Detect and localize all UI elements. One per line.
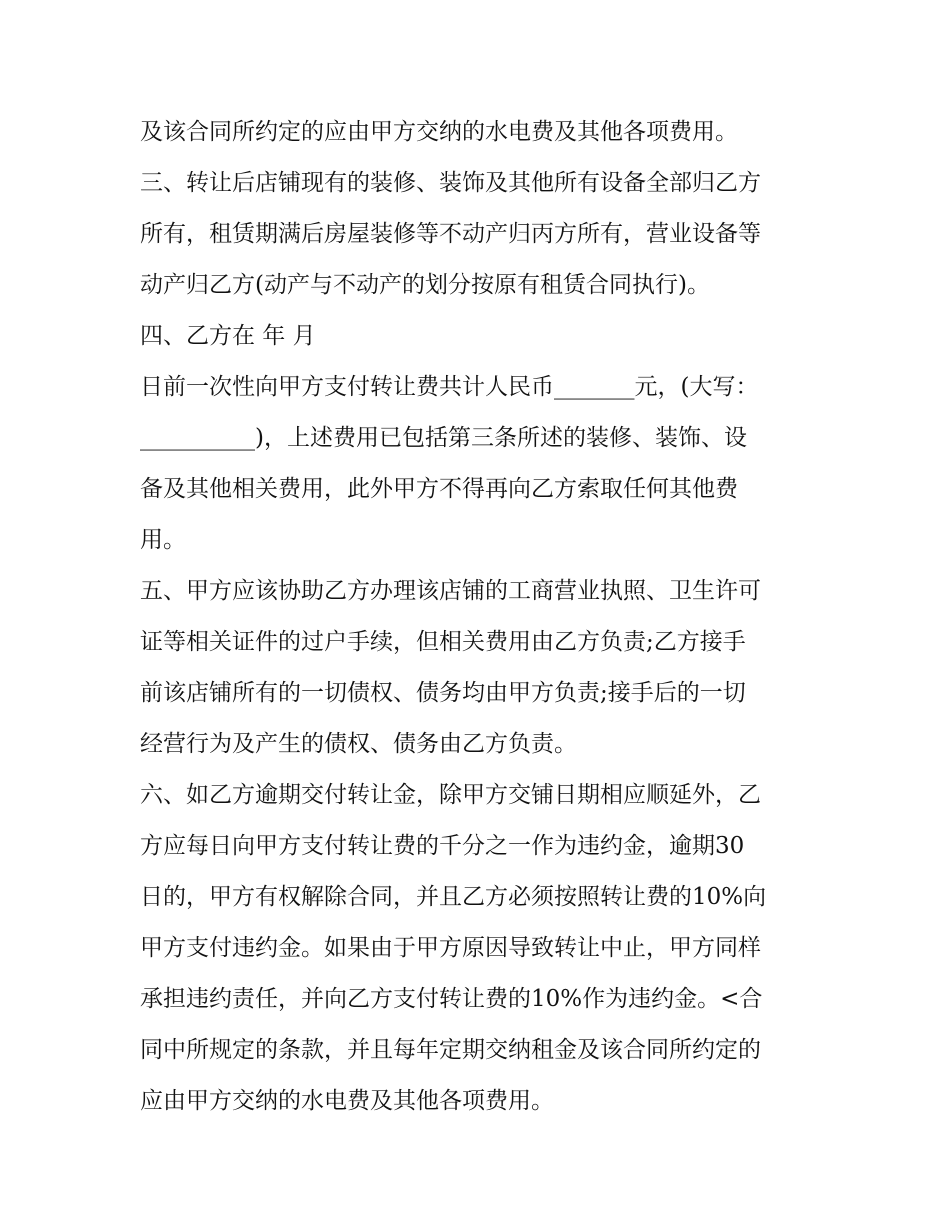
text-line-3: 所有，租赁期满后房屋装修等不动产归丙方所有，营业设备等 [140,221,761,247]
text-line-10: 五、甲方应该协助乙方办理该店铺的工商营业执照、卫生许可 [140,578,761,604]
text-line-5: 四、乙方在 年 月 [140,323,316,349]
text-line-9: 用。 [140,527,186,553]
text-line-20: 应由甲方交纳的水电费及其他各项费用。 [140,1088,554,1114]
text-line-2: 三、转让后店铺现有的装修、装饰及其他所有设备全部归乙方 [140,170,761,196]
text-line-1: 及该合同所约定的应由甲方交纳的水电费及其他各项费用。 [140,119,738,145]
text-line-14: 六、如乙方逾期交付转让金，除甲方交铺日期相应顺延外，乙 [140,782,761,808]
contract-text [140,107,820,1127]
text-line-11: 证等相关证件的过户手续，但相关费用由乙方负责;乙方接手 [140,629,746,655]
text-line-18: 承担违约责任，并向乙方支付转让费的10%作为违约金。<合 [140,986,763,1012]
text-line-12: 前该店铺所有的一切债权、债务均由甲方负责;接手后的一切 [140,680,746,706]
text-line-16: 日的，甲方有权解除合同，并且乙方必须按照转让费的10%向 [140,884,767,910]
text-line-6: 日前一次性向甲方支付转让费共计人民币_______元，(大写： [140,374,759,400]
text-line-15: 方应每日向甲方支付转让费的千分之一作为违约金，逾期30 [140,833,745,859]
text-line-13: 经营行为及产生的债权、债务由乙方负责。 [140,731,577,757]
text-line-8: 备及其他相关费用，此外甲方不得再向乙方索取任何其他费 [140,476,738,502]
text-line-19: 同中所规定的条款，并且每年定期交纳租金及该合同所约定的 [140,1037,761,1063]
text-line-7: __________)，上述费用已包括第三条所述的装修、装饰、设 [140,425,747,451]
text-line-17: 甲方支付违约金。如果由于甲方原因导致转让中止，甲方同样 [140,935,761,961]
text-line-4: 动产归乙方(动产与不动产的划分按原有租赁合同执行)。 [140,272,710,298]
